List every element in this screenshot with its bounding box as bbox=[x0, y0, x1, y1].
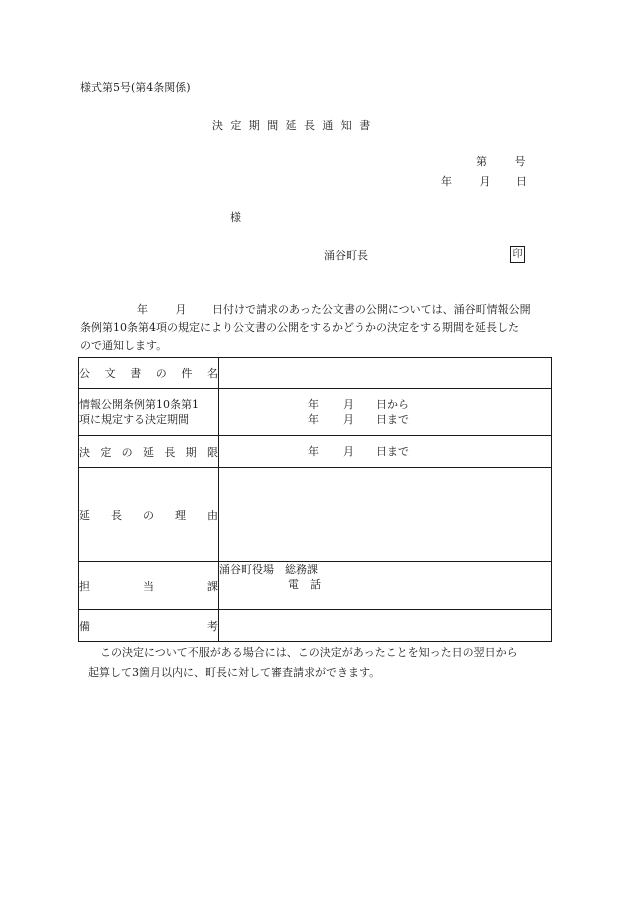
appeal-line-2: 起算して3箇月以内に、町長に対して審査請求ができます。 bbox=[88, 666, 381, 679]
period-label: 情報公開条例第10条第1 項に規定する決定期間 bbox=[79, 389, 219, 436]
label-char: 名 bbox=[206, 367, 218, 380]
period-from: 年 月 日から bbox=[308, 398, 409, 411]
label-char: 限 bbox=[206, 445, 218, 459]
label-char: 決 bbox=[79, 445, 90, 459]
date-month: 月 bbox=[479, 175, 491, 188]
body-line-3: ので通知します。 bbox=[80, 339, 168, 352]
period-value bbox=[219, 389, 552, 436]
label-char: 期 bbox=[185, 445, 197, 459]
body-line-2: 条例第10条第4項の規定により公文書の公開をするかどうかの決定をする期間を延長した bbox=[80, 321, 519, 334]
seal-mark: 印 bbox=[510, 246, 525, 263]
extended-deadline-value: 年 月 日まで bbox=[219, 436, 552, 468]
document-name-value bbox=[219, 358, 552, 389]
document-title: 決定期間延長通知書 bbox=[212, 119, 378, 132]
label-char: の bbox=[143, 508, 154, 522]
issuer-name: 涌谷町長 bbox=[324, 249, 368, 262]
issue-date-line bbox=[441, 175, 527, 189]
remarks-label bbox=[79, 610, 219, 642]
label-char: 備 bbox=[79, 619, 90, 633]
remarks-value bbox=[219, 610, 552, 642]
label-char: の bbox=[121, 445, 133, 459]
date-day: 日 bbox=[516, 175, 527, 188]
date-year: 年 bbox=[441, 175, 452, 188]
label-char: 公 bbox=[79, 367, 90, 380]
label-char: 文 bbox=[104, 367, 116, 380]
label-char: 担 bbox=[79, 579, 90, 593]
table-row-period bbox=[79, 389, 552, 436]
period-to: 年 月 日まで bbox=[308, 413, 409, 426]
notice-body bbox=[80, 301, 555, 355]
department-label bbox=[79, 562, 219, 610]
department-phone: 電 話 bbox=[288, 578, 321, 591]
label-char: 長 bbox=[111, 508, 122, 522]
form-number: 様式第5号(第4条関係) bbox=[80, 81, 191, 94]
label-char: 由 bbox=[207, 508, 218, 522]
body-line-1: 年 月 日付けで請求のあった公文書の公開については、涌谷町情報公開 bbox=[137, 303, 531, 316]
label-char: 長 bbox=[164, 445, 176, 459]
label-char: 理 bbox=[175, 508, 186, 522]
reason-label bbox=[79, 468, 219, 562]
label-char: 定 bbox=[100, 445, 112, 459]
appeal-line-1: この決定について不服がある場合には、この決定があったことを知った日の翌日から bbox=[100, 646, 518, 659]
reason-value bbox=[219, 468, 552, 562]
label-char: 考 bbox=[207, 619, 218, 633]
document-number-line bbox=[476, 155, 526, 169]
label-char: の bbox=[155, 367, 167, 380]
department-office: 涌谷町役場 総務課 bbox=[219, 563, 318, 576]
label-char: 延 bbox=[142, 445, 154, 459]
label-char: 件 bbox=[181, 367, 193, 380]
label-char: 書 bbox=[130, 367, 142, 380]
spread-label bbox=[79, 365, 218, 381]
extended-deadline-label bbox=[79, 436, 219, 468]
document-name-label bbox=[79, 358, 219, 389]
label-char: 課 bbox=[207, 579, 218, 593]
notice-table bbox=[78, 357, 552, 642]
label-char: 当 bbox=[143, 579, 154, 593]
addressee-suffix: 様 bbox=[230, 211, 241, 224]
department-value bbox=[219, 562, 552, 610]
table-row-department bbox=[79, 562, 552, 610]
table-row-remarks bbox=[79, 610, 552, 642]
label-char: 延 bbox=[79, 508, 90, 522]
number-suffix: 号 bbox=[514, 155, 526, 168]
table-row-extended-deadline bbox=[79, 436, 552, 468]
appeal-notice bbox=[80, 643, 560, 683]
table-row-document-name bbox=[79, 358, 552, 389]
number-prefix: 第 bbox=[476, 155, 487, 168]
table-row-reason bbox=[79, 468, 552, 562]
